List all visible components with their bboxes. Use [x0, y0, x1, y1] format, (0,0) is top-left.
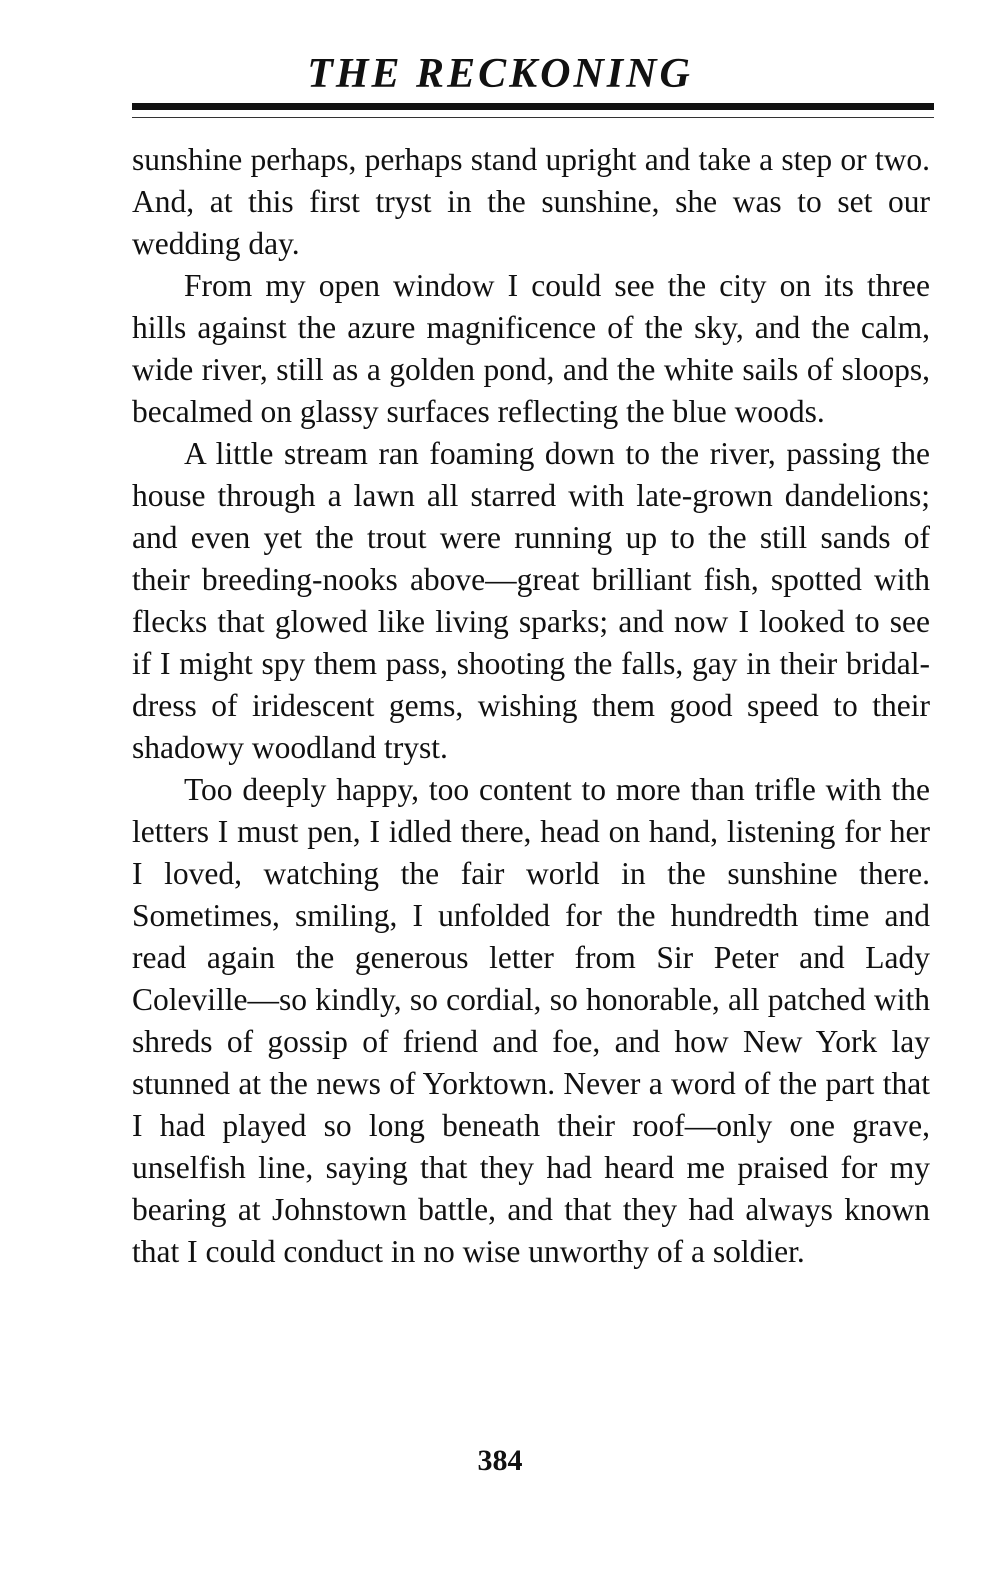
- paragraph: A little stream ran foaming down to the river, passing the house through a lawn all starred with late-grown dandelions; and even yet the trout were running up to the still sands of their breeding-nooks above—great brilliant fish, spotted with flecks that glowed like living sparks; and now I looked to see if I might spy them pass, shooting the falls, gay in their bridal-dress of iridescent gems, wishing them good speed to their shadowy woodland tryst.: [132, 436, 930, 765]
- paragraph: From my open window I could see the city on its three hills against the azure magnificence of the sky, and the calm, wide river, still as a golden pond, and the white sails of sloops, becalmed on glassy surfaces reflecting the blue woods.: [132, 268, 930, 429]
- header-rule-thick: [132, 103, 934, 110]
- page-number: 384: [477, 1444, 523, 1477]
- paragraph: Too deeply happy, too content to more than trifle with the letters I must pen, I idled there, head on hand, listening for her I loved, watching the fair world in the sunshine there. Sometimes, smiling, I unfolded for the hundredth time and read again the generous letter from Sir Peter and Lady Coleville—so kindly, so cordial, so honorable, all patched with shreds of gossip of friend and foe, and how New York lay stunned at the news of Yorktown. Never a word of the part that I had played so long beneath their roof—only one grave, unselfish line, saying that they had heard me praised for my bearing at Johnstown battle, and that they had always known that I could conduct in no wise unworthy of a soldier.: [132, 772, 930, 1269]
- paragraph-continued: sunshine perhaps, perhaps stand upright and take a step or two. And, at this first tryst in the sunshine, she was to set our wedding day.: [132, 142, 930, 261]
- body-text: [132, 139, 930, 1273]
- header-rule-thin: [132, 117, 934, 118]
- running-head-title: THE RECKONING: [307, 51, 693, 97]
